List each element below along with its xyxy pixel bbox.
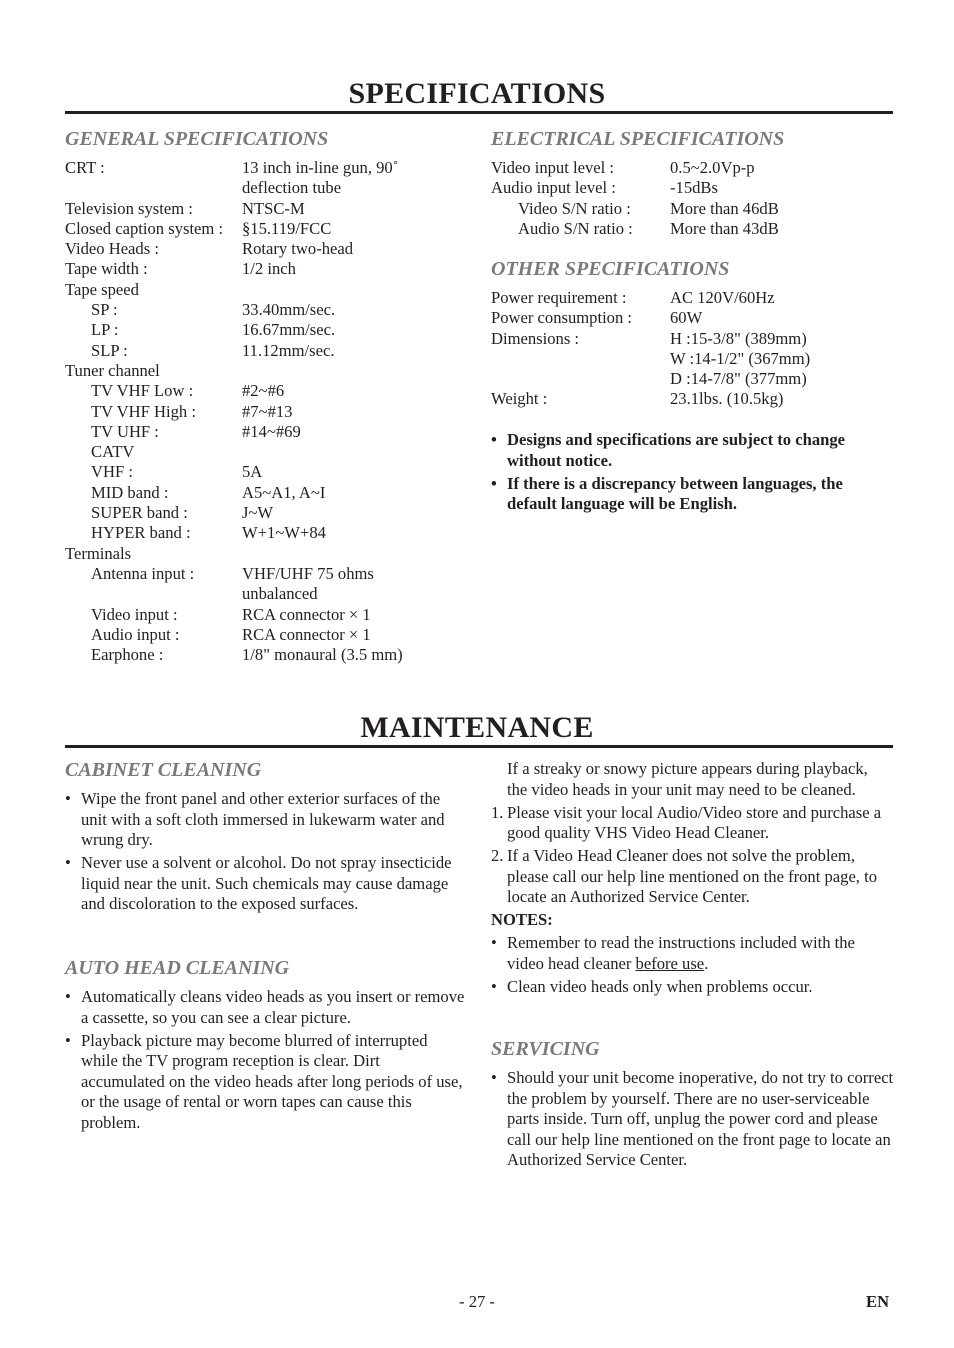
spec-label: Video input level :: [491, 158, 614, 177]
electrical-specs-heading: ELECTRICAL SPECIFICATIONS: [491, 128, 785, 150]
maintenance-title: MAINTENANCE: [360, 711, 594, 744]
spec-label: Earphone :: [91, 645, 164, 665]
spec-row: [65, 381, 465, 401]
spec-notes: [491, 430, 891, 515]
spec-note-item: • Designs and specifications are subject to change without notice.: [491, 430, 846, 470]
spec-row: [491, 308, 891, 328]
spec-label: CRT :: [65, 158, 105, 177]
spec-value: 13 inch in-line gun, 90˚: [242, 158, 399, 177]
spec-value: AC 120V/60Hz: [670, 288, 775, 307]
spec-row: [65, 178, 465, 198]
spec-value: RCA connector × 1: [242, 604, 371, 624]
spec-label: Video Heads :: [65, 239, 159, 259]
spec-label: Tape speed: [65, 279, 139, 299]
spec-row: [65, 361, 465, 381]
step-item: 2. If a Video Head Cleaner does not solve the problem, please call our help line mentioned on the front page, to locate an Authorized Service Center.: [491, 846, 878, 906]
spec-label: TV VHF Low :: [91, 381, 194, 401]
spec-row: [65, 320, 465, 340]
spec-value: W :14-1/2" (367mm): [670, 348, 811, 368]
notes-label: NOTES:: [491, 910, 553, 929]
spec-label: TV UHF :: [91, 421, 159, 441]
auto-head-cleaning-list: [65, 987, 465, 1133]
spec-value: deflection tube: [242, 178, 342, 198]
spec-row: [65, 564, 465, 584]
spec-row: [491, 288, 891, 308]
spec-label: Power consumption :: [491, 308, 633, 328]
spec-value: 33.40mm/sec.: [242, 300, 336, 320]
list-item: • Wipe the front panel and other exterior surfaces of the unit with a soft cloth immersed in lukewarm water and wrung dry.: [65, 789, 445, 849]
spec-label: SP :: [91, 300, 118, 320]
spec-row: [491, 199, 891, 219]
head-cleaning-procedure: [491, 759, 891, 997]
spec-row: [491, 349, 891, 369]
spec-row: [65, 199, 465, 219]
servicing-heading: SERVICING: [491, 1038, 600, 1060]
spec-label: Weight :: [491, 389, 548, 409]
spec-value: #14~#69: [242, 421, 301, 441]
spec-row: [65, 158, 465, 178]
spec-label: Dimensions :: [491, 328, 580, 348]
spec-row: [65, 280, 465, 300]
head-cleaning-intro: If a streaky or snowy picture appears during playback, the video heads in your unit may need to be cleaned.: [507, 759, 868, 799]
spec-label: Audio S/N ratio :: [518, 218, 633, 238]
spec-row: [65, 625, 465, 645]
page-number: - 27 -: [459, 1292, 495, 1311]
spec-row: [65, 341, 465, 361]
spec-row: [65, 422, 465, 442]
spec-row: [491, 219, 891, 239]
spec-label: Video input :: [91, 604, 178, 624]
spec-row: [65, 605, 465, 625]
spec-value: RCA connector × 1: [242, 624, 371, 644]
spec-label: Audio input :: [91, 624, 180, 644]
spec-label: Closed caption system :: [65, 218, 224, 238]
step-item: 1. Please visit your local Audio/Video store and purchase a good quality VHS Video Head Cleaner.: [491, 802, 882, 842]
spec-value: Rotary two-head: [242, 239, 354, 259]
spec-label: VHF :: [91, 462, 133, 482]
servicing-list: [491, 1068, 895, 1171]
spec-value: -15dBs: [670, 178, 718, 198]
spec-row: [65, 645, 465, 665]
spec-value: 1/2 inch: [242, 259, 296, 279]
spec-value: NTSC-M: [242, 198, 305, 218]
spec-label: Power requirement :: [491, 288, 627, 307]
spec-row: [491, 389, 891, 409]
spec-row: [65, 259, 465, 279]
spec-label: SUPER band :: [91, 503, 188, 523]
spec-row: [65, 462, 465, 482]
list-item: • Never use a solvent or alcohol. Do not spray insecticide liquid near the unit. Such chemicals may cause damage and discoloration to the exposed surfaces.: [65, 853, 452, 913]
spec-value: #7~#13: [242, 401, 293, 421]
spec-row: [491, 369, 891, 389]
spec-value: #2~#6: [242, 381, 285, 401]
spec-label: HYPER band :: [91, 523, 191, 543]
spec-value: 1/8" monaural (3.5 mm): [242, 645, 403, 665]
spec-label: Audio input level :: [491, 178, 616, 198]
auto-head-cleaning-heading: AUTO HEAD CLEANING: [65, 957, 290, 979]
spec-value: J~W: [242, 503, 274, 523]
other-specs-table: [491, 288, 891, 410]
spec-value: §15.119/FCC: [242, 218, 332, 238]
electrical-specs-table: [491, 158, 891, 239]
spec-row: [65, 402, 465, 422]
spec-value: 16.67mm/sec.: [242, 320, 336, 340]
spec-label: Tuner channel: [65, 360, 160, 380]
list-item: • Playback picture may become blurred of interrupted while the TV program reception is clear. Dirt accumulated on the video heads after long periods of use, or the usage of rental or worn tapes can cause this problem.: [65, 1030, 463, 1132]
spec-label: MID band :: [91, 482, 169, 502]
cabinet-cleaning-heading: CABINET CLEANING: [65, 759, 262, 781]
spec-row: [65, 442, 465, 462]
spec-row: [65, 584, 465, 604]
spec-row: [65, 523, 465, 543]
spec-row: [65, 300, 465, 320]
other-specs-heading: OTHER SPECIFICATIONS: [491, 258, 730, 280]
spec-value: More than 46dB: [670, 198, 779, 218]
spec-value: More than 43dB: [670, 218, 779, 238]
spec-value: 5A: [242, 462, 263, 482]
spec-label: Video S/N ratio :: [518, 198, 631, 218]
cabinet-cleaning-list: [65, 789, 465, 915]
title-rule: [65, 111, 893, 114]
spec-value: H :15-3/8" (389mm): [670, 328, 807, 348]
general-specs-heading: GENERAL SPECIFICATIONS: [65, 128, 329, 150]
spec-value: 11.12mm/sec.: [242, 340, 335, 360]
spec-value: unbalanced: [242, 584, 318, 604]
specifications-title: SPECIFICATIONS: [348, 77, 606, 110]
language-code: EN: [866, 1292, 890, 1311]
spec-label: TV VHF High :: [91, 401, 196, 421]
list-item: • Automatically cleans video heads as you insert or remove a cassette, so you can see a clear picture.: [65, 987, 465, 1027]
spec-row: [65, 483, 465, 503]
spec-label: Television system :: [65, 198, 193, 218]
spec-label: Terminals: [65, 543, 132, 563]
spec-row: [65, 219, 465, 239]
spec-row: [65, 239, 465, 259]
spec-label: SLP :: [91, 340, 128, 360]
spec-label: LP :: [91, 320, 119, 340]
spec-label: Antenna input :: [91, 563, 195, 583]
spec-value: 60W: [670, 308, 703, 328]
spec-value: D :14-7/8" (377mm): [670, 369, 807, 389]
spec-value: A5~A1, A~I: [242, 482, 326, 502]
spec-value: 0.5~2.0Vp-p: [670, 158, 755, 177]
spec-row: [491, 158, 891, 178]
spec-value: W+1~W+84: [242, 523, 326, 543]
spec-row: [491, 329, 891, 349]
note-item: • Clean video heads only when problems occur.: [491, 976, 813, 996]
spec-label: Tape width :: [65, 259, 148, 279]
spec-label: CATV: [91, 442, 135, 462]
spec-value: VHF/UHF 75 ohms: [242, 563, 374, 583]
note-item: • Remember to read the instructions included with the video head cleaner before use.: [491, 933, 855, 973]
spec-row: [491, 178, 891, 198]
spec-value: 23.1lbs. (10.5kg): [670, 389, 784, 409]
spec-row: [65, 503, 465, 523]
list-item: • Should your unit become inoperative, do not try to correct the problem by yourself. There are no user-serviceable parts inside. Turn off, unplug the power cord and please call our help line mentioned on the front page to locate an Authorized Service Center.: [491, 1068, 894, 1169]
spec-row: [65, 544, 465, 564]
maintenance-rule: [65, 745, 893, 748]
general-specs-table: [65, 158, 465, 665]
spec-note-item: • If there is a discrepancy between languages, the default language will be English.: [491, 473, 843, 513]
